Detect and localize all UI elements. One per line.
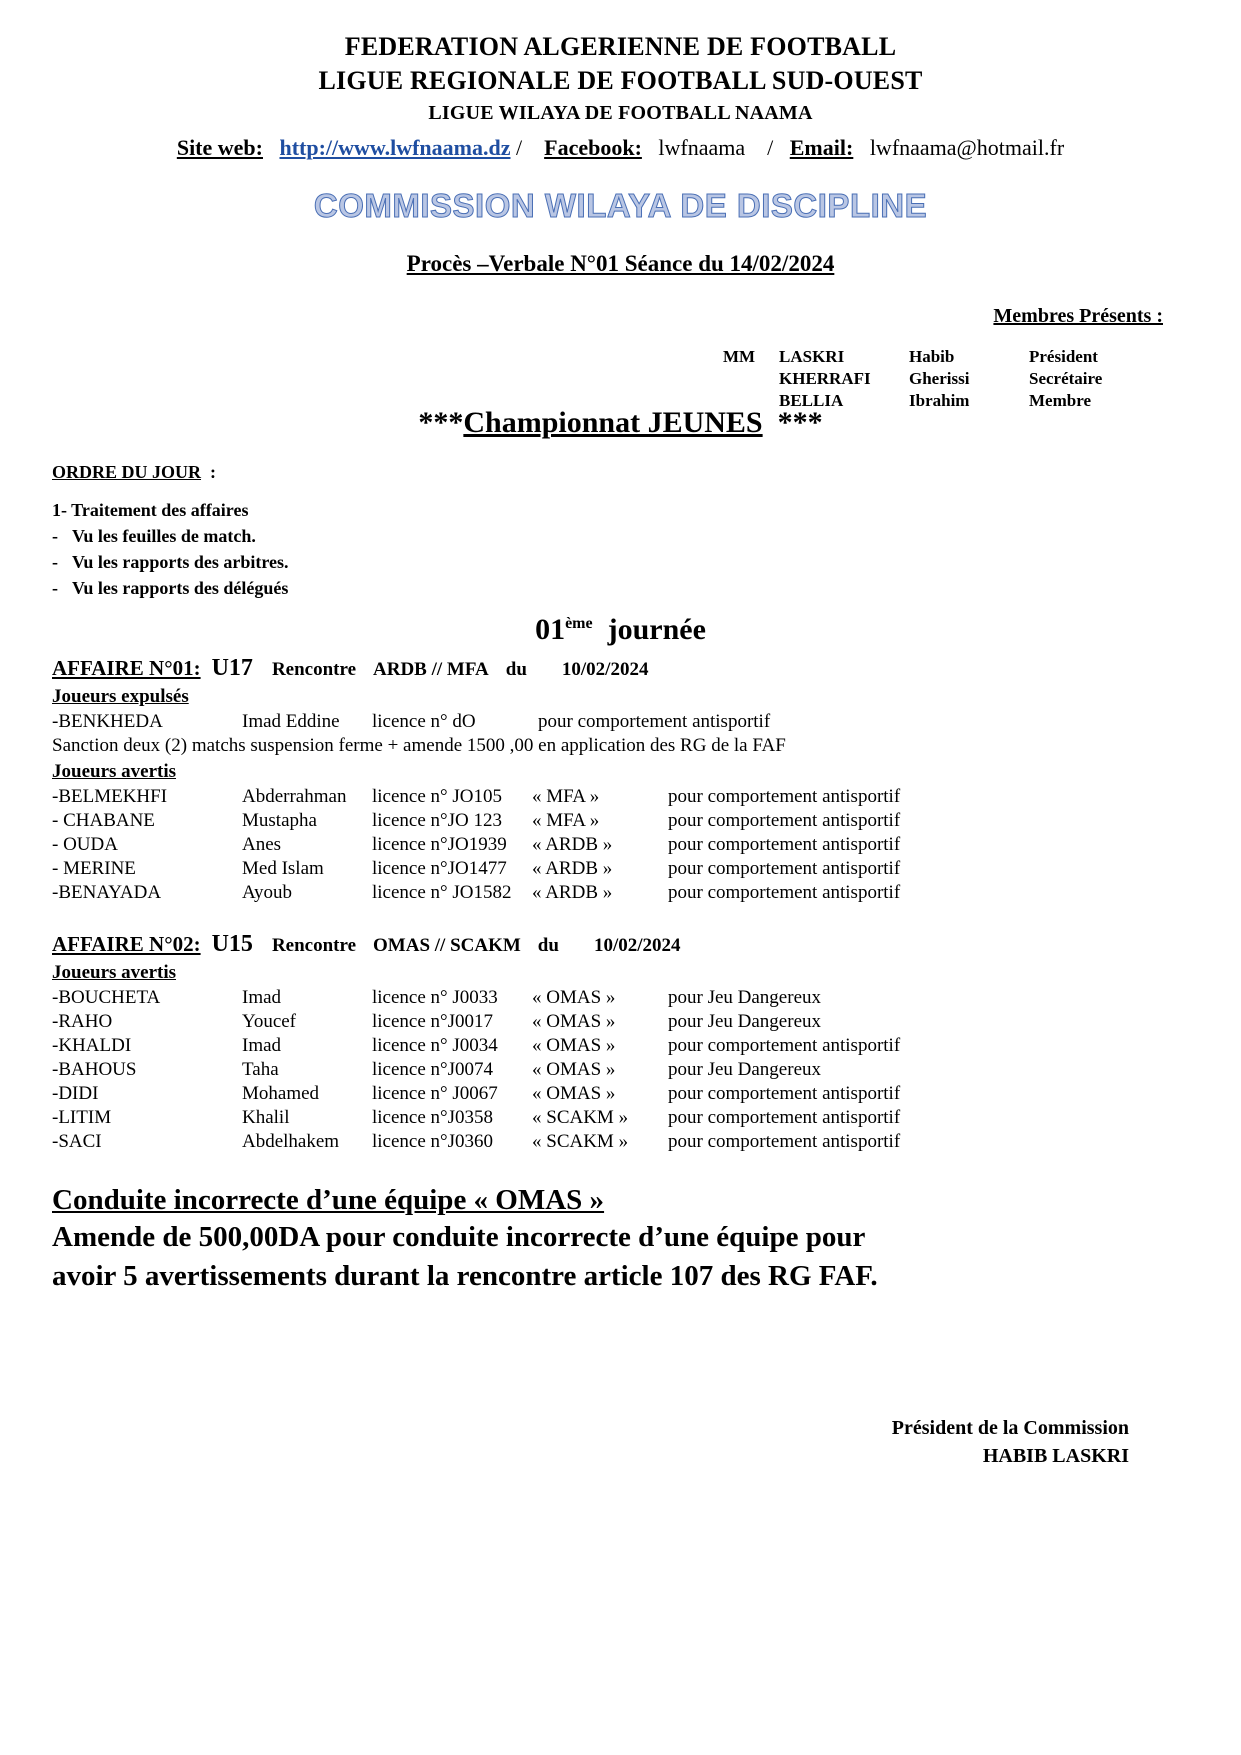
signature-role: Président de la Commission [891,1416,1129,1439]
list-item [52,523,1189,549]
affaire-header [52,931,1189,958]
list-item [52,549,1189,575]
table-row [723,368,1159,390]
affaire-number: AFFAIRE N°02: [52,932,201,957]
player-club: « MFA » [532,786,600,808]
affaire-category: U15 [211,931,253,958]
player-club: « OMAS » [532,1035,616,1057]
player-lastname: -BOUCHETA [52,987,161,1009]
section-title-joueurs-expulses: Joueurs expulsés [52,686,189,708]
ordre-item-text: 1- Traitement des affaires [52,500,249,520]
player-licence: licence n° JO1582 [372,882,512,904]
member-lastname: LASKRI [779,347,845,366]
list-item [52,497,1189,523]
journee-heading [52,613,1189,647]
player-motif: pour Jeu Dangereux [668,1059,822,1081]
player-club: « ARDB » [532,834,613,856]
player-licence: licence n°JO1939 [372,834,507,856]
ordre-du-jour-heading [52,462,1189,483]
players-table-avertis [52,785,900,905]
journee-number: 01 [535,613,566,647]
table-row [52,857,900,881]
player-firstname: Anes [242,834,282,856]
player-firstname: Mohamed [242,1083,320,1105]
ordre-du-jour-title: ORDRE DU JOUR [52,462,202,482]
ordre-item-text: Vu les rapports des arbitres. [72,552,289,573]
table-row [52,1010,900,1034]
contact-line [52,135,1189,161]
dash-marker: - [52,526,58,547]
player-licence: licence n°J0074 [372,1059,494,1081]
player-club: « OMAS » [532,987,616,1009]
affaire-header [52,655,1189,682]
player-club: « SCAKM » [532,1131,629,1153]
conduite-title: Conduite incorrecte d’une équipe « OMAS » [52,1184,605,1217]
player-lastname: -KHALDI [52,1035,132,1057]
player-club: « OMAS » [532,1059,616,1081]
member-role: Membre [1029,391,1091,410]
player-motif: pour comportement antisportif [668,810,901,832]
facebook-label: Facebook: [544,135,642,160]
player-club: « ARDB » [532,858,613,880]
players-table-expulses [52,710,770,734]
player-firstname: Imad [242,1035,282,1057]
rencontre-du-label: du [505,659,527,681]
player-licence: licence n°J0360 [372,1131,494,1153]
conduite-incorrecte-block [52,1184,1189,1294]
members-table [723,346,1159,412]
email-value: lwfnaama@hotmail.fr [869,135,1065,160]
affaire-02 [52,931,1189,1154]
contact-separator-2: / [767,135,774,160]
conduite-line-1: Amende de 500,00DA pour conduite incorrecte d’une équipe pour [52,1221,866,1254]
player-firstname: Khalil [242,1107,290,1129]
rencontre-match: OMAS // SCAKM [373,935,521,957]
rencontre-date: 10/02/2024 [561,659,649,681]
player-licence: licence n° J0033 [372,987,498,1009]
player-lastname: - OUDA [52,834,118,856]
affaire-number: AFFAIRE N°01: [52,656,201,681]
player-motif: pour Jeu Dangereux [668,987,822,1009]
table-row [52,809,900,833]
player-motif: pour comportement antisportif [668,1131,901,1153]
player-licence: licence n° J0067 [372,1083,498,1105]
member-firstname: Gherissi [909,369,970,388]
table-row [52,986,900,1010]
ordre-du-jour-list [52,497,1189,601]
player-motif: pour comportement antisportif [668,858,901,880]
rencontre-label: Rencontre [271,659,357,681]
member-mm: MM [723,347,756,366]
member-lastname: KHERRAFI [779,369,871,388]
member-mm [723,368,779,390]
section-title-joueurs-avertis: Joueurs avertis [52,962,177,984]
conduite-line-2: avoir 5 avertissements durant la rencontre article 107 des RG FAF. [52,1259,878,1292]
member-firstname: Ibrahim [909,391,970,410]
championnat-title [52,406,1189,440]
player-licence: licence n°JO1477 [372,858,507,880]
table-row [52,1034,900,1058]
player-lastname: -BENKHEDA [52,711,163,733]
signature-block [52,1414,1189,1470]
players-table-avertis [52,986,900,1154]
table-row [52,1058,900,1082]
affaire-01 [52,655,1189,905]
federation-title: FEDERATION ALGERIENNE DE FOOTBALL [344,32,897,61]
player-club: « OMAS » [532,1011,616,1033]
dash-marker: - [52,552,58,573]
player-lastname: - CHABANE [52,810,155,832]
dash-marker: - [52,578,58,599]
player-licence: licence n° J0034 [372,1035,498,1057]
player-firstname: Imad [242,987,282,1009]
commission-banner: COMMISSION WILAYA DE DISCIPLINE [313,187,928,224]
table-row [723,346,1159,368]
rencontre-du-label: du [537,935,559,957]
player-motif: pour comportement antisportif [538,711,771,733]
table-row [52,881,900,905]
proces-verbal-line: Procès –Verbale N°01 Séance du 14/02/2024 [406,251,835,276]
player-motif: pour comportement antisportif [668,834,901,856]
player-firstname: Taha [242,1059,279,1081]
player-motif: pour comportement antisportif [668,882,901,904]
table-row [52,1082,900,1106]
member-role: Président [1029,347,1098,366]
contact-separator-1: / [516,135,523,160]
ligue-wilaya-title: LIGUE WILAYA DE FOOTBALL NAAMA [428,102,813,124]
player-firstname: Imad Eddine [242,711,340,733]
player-motif: pour Jeu Dangereux [668,1011,822,1033]
member-role: Secrétaire [1029,369,1103,388]
player-club: « ARDB » [532,882,613,904]
rencontre-match: ARDB // MFA [373,659,489,681]
player-lastname: -LITIM [52,1107,112,1129]
members-present-title: Membres Présents : [993,305,1163,327]
ordre-item-text: Vu les rapports des délégués [72,578,289,599]
player-motif: pour comportement antisportif [668,1083,901,1105]
rencontre-label: Rencontre [271,935,357,957]
player-lastname: -BENAYADA [52,882,162,904]
player-motif: pour comportement antisportif [668,1035,901,1057]
player-motif: pour comportement antisportif [668,786,901,808]
player-motif: pour comportement antisportif [668,1107,901,1129]
ordre-du-jour-colon: : [210,462,217,482]
player-lastname: - MERINE [52,858,136,880]
email-label: Email: [789,135,854,160]
member-firstname: Habib [909,347,955,366]
championnat-label: Championnat JEUNES [463,406,763,439]
player-firstname: Abderrahman [242,786,347,808]
player-club: « SCAKM » [532,1107,629,1129]
player-firstname: Youcef [242,1011,297,1033]
sanction-text: Sanction deux (2) matchs suspension ferme + amende 1500 ,00 en application des RG de la FAF [52,735,786,757]
player-firstname: Abdelhakem [242,1131,340,1153]
site-web-label: Site web: [176,135,263,160]
player-firstname: Mustapha [242,810,317,832]
player-licence: licence n°J0017 [372,1011,494,1033]
rencontre-date: 10/02/2024 [593,935,681,957]
signature-name: HABIB LASKRI [982,1444,1129,1467]
championnat-stars-left: *** [418,406,464,439]
list-item [52,575,1189,601]
ordre-item-text: Vu les feuilles de match. [72,526,256,547]
player-lastname: -BAHOUS [52,1059,137,1081]
facebook-value: lwfnaama [658,135,746,160]
table-row [52,1130,900,1154]
player-lastname: -RAHO [52,1011,113,1033]
table-row [52,710,770,734]
section-title-joueurs-avertis: Joueurs avertis [52,761,177,783]
player-licence: licence n° dO [372,711,476,733]
championnat-stars-right: *** [777,406,823,439]
document-header [52,32,1189,277]
player-firstname: Med Islam [242,858,324,880]
table-row [52,785,900,809]
journee-sup: ème [565,615,593,633]
player-lastname: -BELMEKHFI [52,786,168,808]
player-licence: licence n°JO 123 [372,810,503,832]
player-licence: licence n°J0358 [372,1107,494,1129]
player-club: « OMAS » [532,1083,616,1105]
journee-label: journée [607,613,706,647]
player-licence: licence n° JO105 [372,786,503,808]
ligue-regionale-title: LIGUE REGIONALE DE FOOTBALL SUD-OUEST [318,66,923,95]
table-row [52,833,900,857]
player-lastname: -SACI [52,1131,102,1153]
player-lastname: -DIDI [52,1083,99,1105]
player-firstname: Ayoub [242,882,292,904]
member-lastname: BELLIA [779,391,844,410]
table-row [52,1106,900,1130]
website-link[interactable]: http://www.lwfnaama.dz [279,135,511,160]
affaire-category: U17 [211,655,253,682]
player-club: « MFA » [532,810,600,832]
